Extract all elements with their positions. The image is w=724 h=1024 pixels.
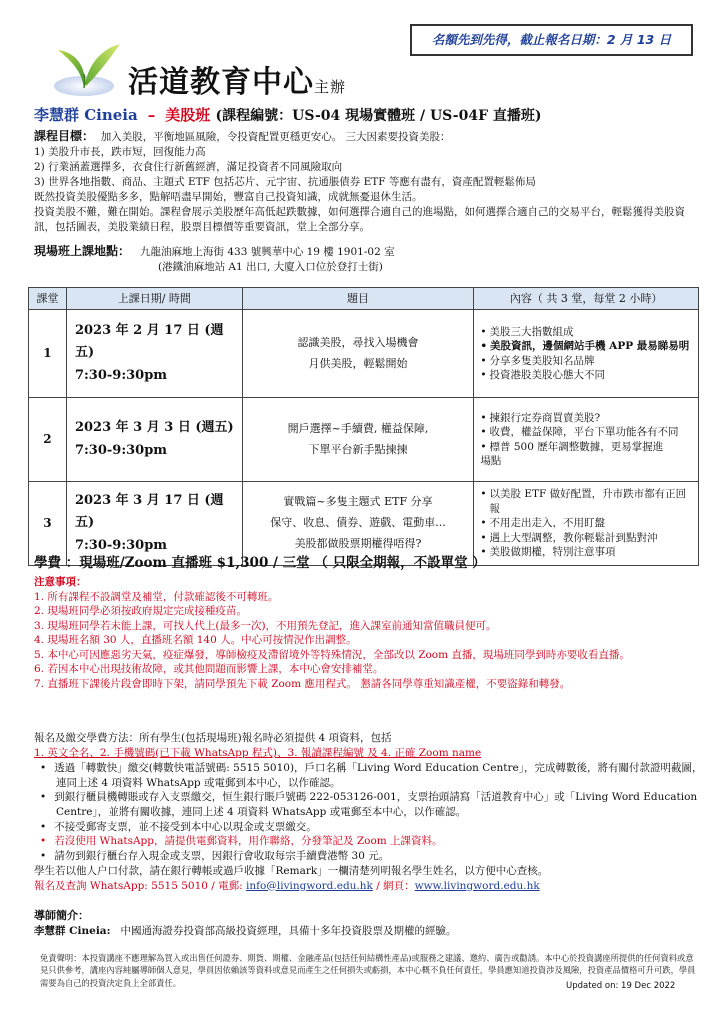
note-item: 7. 直播班下課後片段會即時下架，請同學預先下載 Zoom 應用程式。 懇請各同學尊重知識產權，不要盜錄和轉發。 <box>34 677 571 690</box>
lesson-date <box>66 482 242 566</box>
content-item: • 投資港股美股心態大不同 <box>480 368 694 382</box>
payment-section <box>34 731 706 893</box>
sprout-leaves-logo-icon <box>44 36 126 100</box>
venue-direction: (港鐵油麻地站 A1 出口, 大廈入口位於登打士街) <box>158 261 383 274</box>
course-code: (課程編號：US-04 現場實體班 / US-04F 直播班) <box>215 108 542 124</box>
table-row <box>29 398 699 482</box>
course-goal <box>34 128 699 234</box>
content-item: • 以美股 ETF 做好配置，升市跌市都有正回報 <box>480 487 694 516</box>
note-item: 6. 若因本中心出現技術故障，或其他問題而影響上課，本中心會安排補堂。 <box>34 663 384 676</box>
disclaimer: 免責聲明：本投資講座不應理解為買入或出售任何證券、期貨、期權、金融產品(包括任何結構性產品)或服務之建議、邀約、廣告或勸誘。本中心於投資講座所提供的任何資料或意見只供參考，講座內容純屬導師個人意見，學員因依賴該等資料或意見而產生之任何損失或虧損，本中心概不負任何責任，學員應知道投資涉及風險，投資產品價格可升可跌，學員需要為自己的投資決定負上全部責任。 <box>40 953 696 988</box>
lesson-topic-line: 認識美股，尋找入場機會 <box>297 335 419 349</box>
updated-date: Updated on: 19 Dec 2022 <box>566 981 676 991</box>
tutor-bio: 中國通海證券投資部高級投資經理，具備十多年投資股票及期權的經驗。 <box>120 924 457 937</box>
course-title <box>34 105 542 127</box>
note-item: 3. 現場班同學若未能上課，可找人代上(最多一次)，不用預先登記，進入課室前通知當值職員便可。 <box>34 619 497 632</box>
content-item-continued: 場點 <box>480 454 502 467</box>
venue <box>34 243 699 275</box>
lesson-topic-line: 實戰篇~多隻主題式 ETF 分享 <box>283 495 433 509</box>
goal-point: 2) 行業涵蓋選擇多，衣食住行新舊經濟，滿足投資者不同風險取向 <box>34 160 343 173</box>
payment-remark: 學生若以他人户口付款，請在銀行轉帳或過戶收據「Remark」一欄清楚列明報名學生姓名，以方便中心查核。 <box>34 864 549 877</box>
tutor-section <box>34 908 706 939</box>
title-dash: – <box>147 106 156 124</box>
venue-label: 現場班上課地點： <box>34 244 131 258</box>
content-item: • 不用走出走入，不用盯盤 <box>480 516 694 530</box>
lesson-topic <box>242 398 474 482</box>
note-item: 4. 現場班名額 30 人，直播班名額 140 人。中心可按情況作出調整。 <box>34 634 357 647</box>
header-topic: 題目 <box>242 288 474 310</box>
notes-heading: 注意事項： <box>34 576 87 588</box>
teacher-name: 李慧群 Cineia <box>34 106 138 124</box>
lesson-number: 2 <box>29 398 67 482</box>
lesson-topic-line: 下單平台新手點揀揀 <box>308 442 408 456</box>
lesson-date-text: 2023 年 2 月 17 日 (週五) <box>74 323 224 361</box>
lesson-content <box>474 482 699 566</box>
goal-intro: 加入美股，平衡地區風險，令投資配置更穩更安心。 三大因素要投資美股： <box>100 131 451 143</box>
table-row <box>29 482 699 566</box>
payment-intro: 報名及繳交學費方法：所有學生(包括現場班)報名時必須提供 4 項資料，包括 <box>34 732 392 744</box>
schedule-table <box>28 287 699 566</box>
content-item: • 遇上大型調整，教你輕鬆計到點對沖 <box>480 531 694 545</box>
header-content: 內容（ 共 3 堂，每堂 2 小時） <box>474 288 699 310</box>
goal-point: 3) 世界各地指數、商品、主題式 ETF 包括芯片、元宇宙、抗通脹債券 ETF 等應有盡有，資產配置輕鬆佈局 <box>34 175 536 188</box>
contact-label: 報名及查詢 WhatsApp: 5515 5010 / 電郵: <box>34 879 247 892</box>
payment-method: • 請勿到銀行櫃台存入現金或支票，因銀行會收取每宗手續費港幣 30 元。 <box>34 849 706 864</box>
content-item: • 揀銀行定券商買賣美股? <box>480 411 694 425</box>
lesson-number: 3 <box>29 482 67 566</box>
contact-line <box>34 879 706 894</box>
payment-method: • 到銀行櫃員機轉賬或存入支票繳交，恒生銀行賬戶號碼 222-053126-001，支票抬頭請寫「活道教育中心」或「Living Word Education Centre」，並將有關收據，連同上述 4 項資料 WhatsApp 或電郵至本中心，以作確認。 <box>34 790 706 819</box>
lesson-date-text: 2023 年 3 月 17 日 (週五) <box>74 493 224 531</box>
org-name <box>128 62 346 105</box>
goal-point: 1) 美股升市長，跌市短，回復能力高 <box>34 146 206 159</box>
content-item: • 美股資訊，邊個網站手機 APP 最易睇易明 <box>480 339 694 353</box>
note-item: 5. 本中心可因應惡劣天氣，疫症爆發，導師檢疫及滯留境外等特殊情況，全部改以 Zoom 直播，現場班同學到時亦要收看直播。 <box>34 648 630 661</box>
table-row <box>29 310 699 398</box>
lesson-topic <box>242 310 474 398</box>
payment-method: • 若沒使用 WhatsApp，請提供電郵資料，用作聯絡，分發筆記及 Zoom 上課資料。 <box>34 834 706 849</box>
lesson-date-text: 2023 年 3 月 3 日 (週五) <box>74 420 234 436</box>
tutor-heading: 導師簡介： <box>34 909 89 922</box>
table-header-row <box>29 288 699 310</box>
goal-paragraph: 既然投資美股優點多多，點解唔盡早開始，豐富自己投資知識，成就無憂退休生活。 <box>34 190 423 203</box>
content-item: • 收費，權益保障，平台下單功能各有不同 <box>480 425 694 439</box>
tutor-name: 李慧群 Cineia: <box>34 924 111 937</box>
note-item: 2. 現場班同學必須按政府規定完成接種疫苗。 <box>34 605 247 618</box>
required-info: 1. 英文全名、2. 手機號碼(已下載 WhatsApp 程式)、3. 報讀課程編號 及 4. 正確 Zoom name <box>34 746 482 759</box>
content-item: • 美股做期權，特別注意事項 <box>480 545 694 559</box>
lesson-topic-line: 月供美股，輕鬆開始 <box>308 356 408 370</box>
lesson-content <box>474 398 699 482</box>
payment-method: • 透過「轉數快」繳交(轉數快電話號碼: 5515 5010)，戶口名稱「Living Word Education Centre」，完成轉數後，將有關付款證明截圖，連同上述 4 項資料 WhatsApp 或電郵到本中心，以作確認。 <box>34 761 706 790</box>
lesson-topic-line: 開戶選擇~手續費, 權益保障, <box>287 421 429 435</box>
website-label: / 網頁： <box>372 879 415 892</box>
lesson-date <box>66 398 242 482</box>
lesson-time-text: 7:30-9:30pm <box>74 537 168 553</box>
goal-paragraph: 投資美股不難，難在開始。課程會展示美股歷年高低起跌數據，如何選擇合適自己的進場點，如何選擇合適自己的交易平台，輕鬆獲得美股資訊，包括圖表，美股業績日程，股票目標價等重要資訊，堂上全部分享。 <box>34 205 685 233</box>
lesson-number: 1 <box>29 310 67 398</box>
tuition-fee: 學費 ：現場班/Zoom 直播班 $1,300 / 三堂 （ 只限全期報，不設單堂 ） <box>34 555 486 571</box>
org-name-text: 活道教育中心 <box>128 65 314 100</box>
lesson-content <box>474 310 699 398</box>
content-item: • 分享多隻美股知名品牌 <box>480 354 694 368</box>
content-item: • 美股三大指數組成 <box>480 325 694 339</box>
deadline-notice <box>410 24 693 56</box>
header-date: 上課日期/ 時間 <box>66 288 242 310</box>
lesson-topic-line: 保守、收息、債券、遊戲、電動車... <box>270 516 446 530</box>
lesson-time-text: 7:30-9:30pm <box>74 367 168 383</box>
payment-method: • 不接受郵寄支票，並不接受到本中心以現金或支票繳交。 <box>34 820 706 835</box>
content-item: • 標普 500 歷年調整數據，更易掌握進 <box>480 440 694 454</box>
deadline-text: 名額先到先得，截止報名日期：2 月 13 日 <box>431 32 672 48</box>
venue-address: 九龍油麻地上海街 433 號興華中心 19 樓 1901-02 室 <box>140 246 395 258</box>
lesson-date <box>66 310 242 398</box>
email-link[interactable]: info@livingword.edu.hk <box>246 879 373 892</box>
goal-label: 課程目標： <box>34 129 95 143</box>
note-item: 1. 所有課程不設調堂及補堂，付款確認後不可轉班。 <box>34 590 279 603</box>
website-link[interactable]: www.livingword.edu.hk <box>414 879 540 892</box>
org-host-text: 主辦 <box>314 78 347 96</box>
notes-section <box>34 575 706 691</box>
lesson-topic-line: 美股都做股票期權得唔得? <box>294 536 422 550</box>
course-name: 美股班 <box>165 106 211 124</box>
lesson-topic <box>242 482 474 566</box>
header-lesson: 課堂 <box>29 288 67 310</box>
lesson-time-text: 7:30-9:30pm <box>74 442 168 458</box>
